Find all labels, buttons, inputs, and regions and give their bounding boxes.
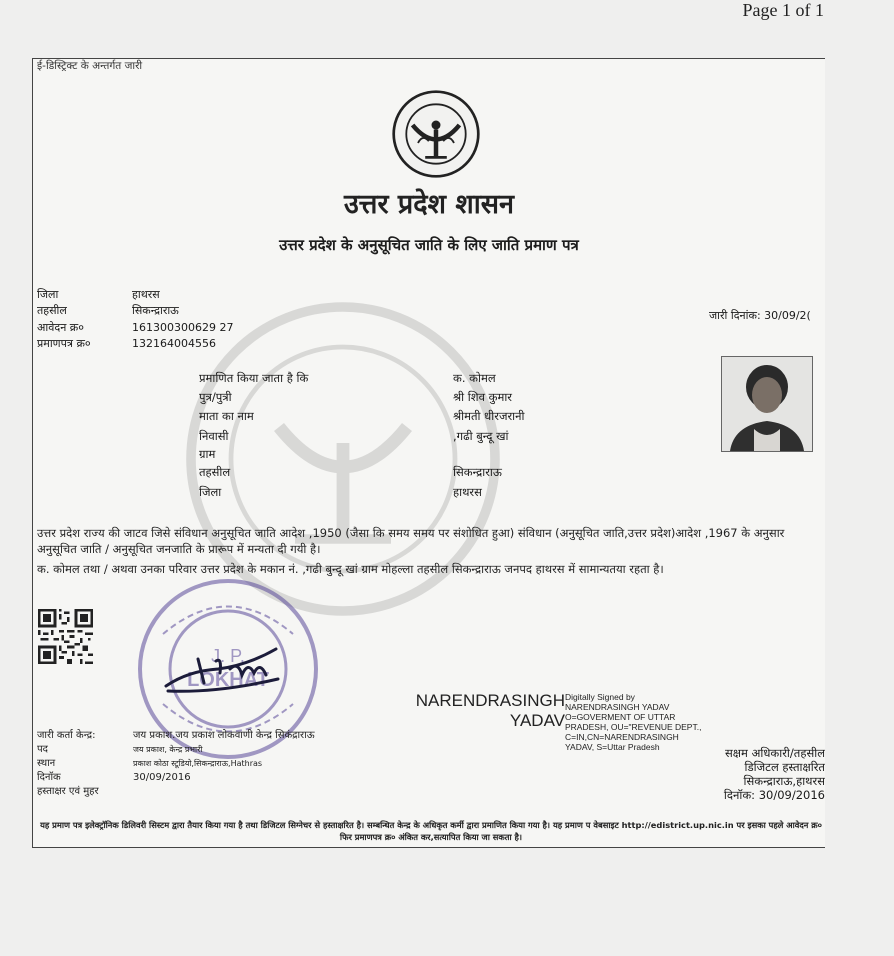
officer-digital-sign: डिजिटल हस्ताक्षरित [744,760,825,774]
qr-code-icon [38,609,93,664]
detail-label: माता का नाम [199,409,254,423]
header-row-certificate-no [33,337,433,351]
detail-value: श्रीमती धीरजरानी [453,409,525,423]
footer-label: जारी कर्ता केन्द्र: [37,730,96,741]
detail-row [33,465,673,481]
certificate-title: उत्तर प्रदेश के अनुसूचित जाति के लिए जाति प्रमाण पत्र [279,236,579,254]
detail-label: निवासी [199,429,229,443]
officer-office: सिकन्द्राराऊ,हाथरस [743,774,825,788]
detail-row [33,390,673,406]
detail-value: सिकन्द्राराऊ [453,465,502,479]
footer-value: जय प्रकाश, केन्द्र प्रभारी [133,745,203,754]
detail-value: क. कोमल [453,371,496,385]
detail-row [33,371,673,387]
footer-row [33,744,453,757]
svg-text:LOKHAT: LOKHAT [187,669,269,691]
issue-date: जारी दिनांक: 30/09/2( [709,309,811,322]
detail-label: पुत्र/पुत्री [199,390,232,404]
footer-row [33,786,453,799]
footer-label: स्थान [37,758,56,769]
field-value: 132164004556 [132,337,216,350]
detail-label: ग्राम [199,447,216,461]
header-row-application-no [33,321,433,335]
certificate-paragraph-1: उत्तर प्रदेश राज्य की जाटव जिसे संविधान अनुसूचित जाति आदेश ,1950 (जैसा कि समय समय पर संशोधित हुआ) संविधान (अनुसूचित जाति,उत्तर प्रदेश)आदेश ,1967 के अनुसार अनुसूचित जाति / अनुसूचित जनजाति के प्रारूप में मन्यता दी गयी है। [37,526,785,556]
footer-value: 30/09/2016 [133,772,191,783]
state-title: उत्तर प्रदेश शासन [344,189,514,220]
detail-row [33,409,673,425]
detail-row [33,485,673,501]
detail-value: श्री शिव कुमार [453,390,513,404]
footer-value: प्रकाश कोठा स्टूडियो,सिकन्द्राराऊ,Hathras [133,759,263,768]
header-row-tehsil [33,304,433,318]
detail-label: तहसील [199,465,231,479]
digital-signature-text: Digitally Signed by NARENDRASINGH YADAV O=GOVERMENT OF UTTAR PRADESH, OU="REVENUE DEPT., C=IN,CN=NARENDRASINGH YADAV, S=Uttar Pradesh [565,692,702,752]
field-value: 161300300629 27 [132,321,234,334]
officer-block [673,746,825,802]
up-government-emblem-icon [391,89,481,179]
footer-label: दिनॉक [37,772,61,783]
field-label: तहसील [37,304,67,317]
certificate-paragraph-2: क. कोमल तथा / अथवा उनका परिवार उत्तर प्रदेश के मकान नं. ,गढी बुन्दू खां ग्राम मोहल्ला तहसील सिकन्द्राराऊ जनपद हाथरस में सामान्यतया रहता है। [37,562,664,576]
field-label: प्रमाणपत्र क्र० [37,337,91,350]
footer-label: पद [37,744,48,755]
officer-date: दिनॉक: 30/09/2016 [723,788,825,802]
field-label: आवेदन क्र० [37,321,84,334]
officer-designation: सक्षम अधिकारी/तहसील [725,746,825,760]
detail-row [33,429,673,445]
footer-row [33,758,453,771]
field-value: हाथरस [132,288,160,301]
footer-row [33,730,453,743]
footer-row [33,772,453,785]
field-label: जिला [37,288,59,301]
detail-label: जिला [199,485,222,499]
page-number: Page 1 of 1 [742,0,824,20]
header-row-district [33,288,433,302]
svg-text:J. P.: J. P. [211,646,245,666]
detail-label: प्रमाणित किया जाता है कि [199,371,309,385]
detail-value: हाथरस [453,485,482,499]
issued-under-text: ई-डिस्ट्रिक्ट के अन्तर्गत जारी [37,60,143,72]
detail-row [33,447,673,463]
detail-value: ,गढी बुन्दू खां [453,429,509,443]
footer-label: हस्ताक्षर एवं मुहर [37,786,99,797]
applicant-photo-icon [721,356,813,452]
handwritten-signature-icon [158,631,288,701]
footer-note: यह प्रमाण पत्र इलेक्ट्रॉनिक डिलिवरी सिस्टम द्वारा तैयार किया गया है तथा डिजिटल सिग्नेचर से हस्ताक्षरित है। सम्बन्धित केन्द्र के अधिकृत कर्मी द्वारा प्रमाणित किया गया है। यह प्रमाण प वेबसाइट http://edistrict.up.nic.in पर इसका पहले आवेदन क्र० फिर प्रमाणपत्र क्र० अंकित कर,सत्यापित किया जा सकता है। [40,820,822,842]
field-value: सिकन्द्राराऊ [132,304,179,317]
signer-name: NARENDRASINGH YADAV [415,691,565,730]
certificate [32,58,825,848]
footer-value: जय प्रकाश.जय प्रकाश लोकवाणी केन्द्र सिकंद्राराऊ [133,730,315,741]
